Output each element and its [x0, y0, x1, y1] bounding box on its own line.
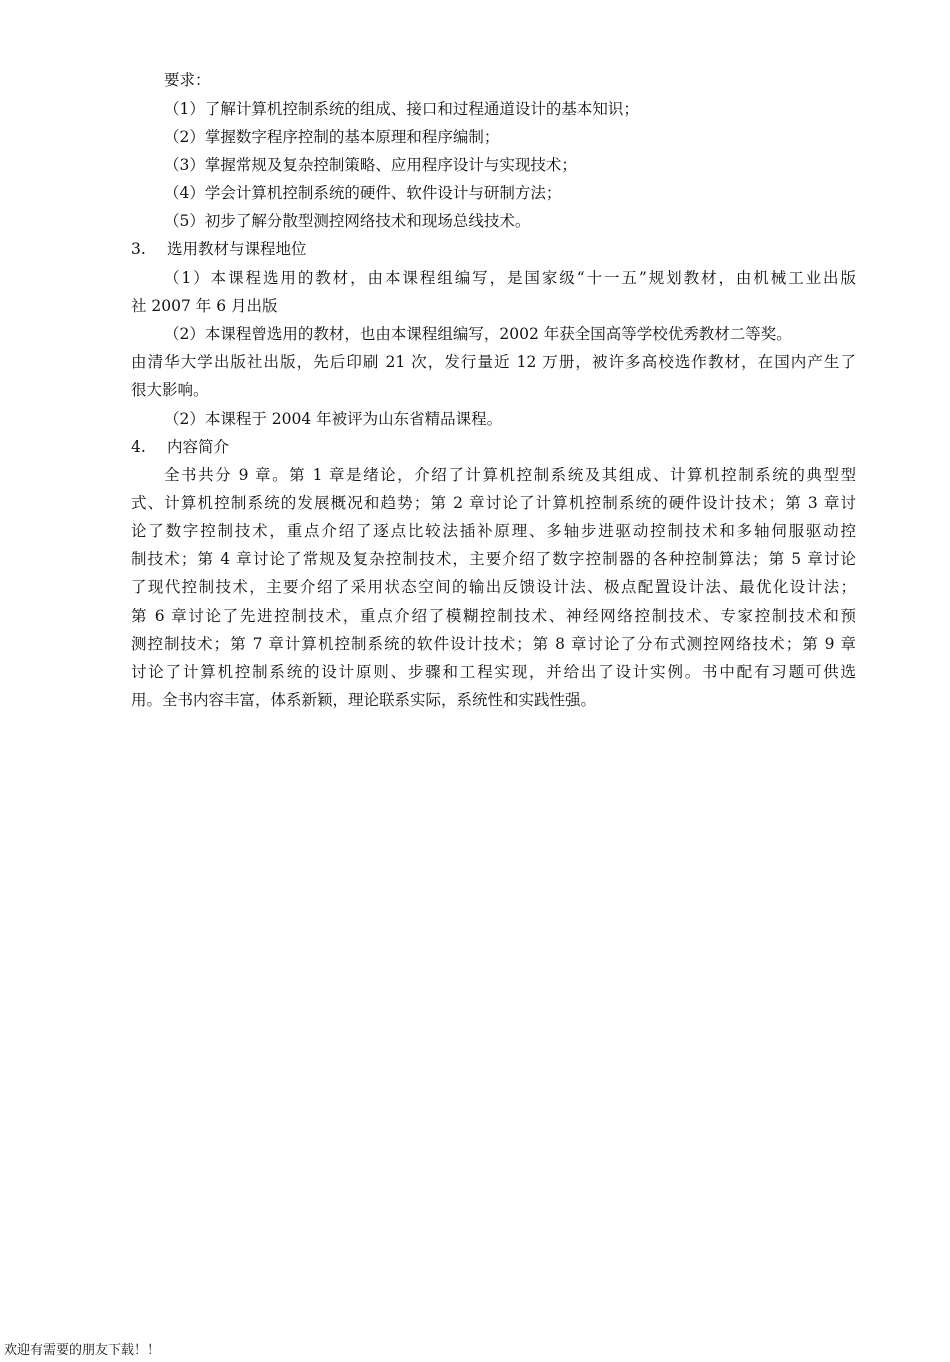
requirement-item-2: （2）掌握数字程序控制的基本原理和程序编制； [164, 128, 500, 146]
section-3-paragraph-2-line-1: （2）本课程曾选用的教材，也由本课程组编写，2002 年获全国高等学校优秀教材二等奖。 [164, 325, 792, 343]
section-3-paragraph-1-line-2: 社 2007 年 6 月出版 [131, 297, 278, 315]
section-4-line-1: 全书共分 9 章。第 1 章是绪论，介绍了计算机控制系统及其组成、计算机控制系统的典型型 [164, 466, 856, 484]
section-3-paragraph-2-line-2: 由清华大学出版社出版，先后印刷 21 次，发行量近 12 万册，被许多高校选作教材，在国内产生了 [131, 353, 856, 371]
requirements-heading: 要求： [164, 71, 211, 89]
requirement-item-4: （4）学会计算机控制系统的硬件、软件设计与研制方法； [164, 184, 562, 202]
section-4-line-3: 论了数字控制技术，重点介绍了逐点比较法插补原理、多轴步进驱动控制技术和多轴伺服驱动控 [131, 522, 856, 540]
section-3-paragraph-2-line-3: 很大影响。 [131, 381, 209, 399]
section-4-line-6: 第 6 章讨论了先进控制技术，重点介绍了模糊控制技术、神经网络控制技术、专家控制技术和预 [131, 607, 856, 625]
section-4-number: 4. [131, 438, 146, 456]
footer-note: 欢迎有需要的朋友下载！！ [4, 1343, 161, 1358]
section-4-line-8: 讨论了计算机控制系统的设计原则、步骤和工程实现，并给出了设计实例。书中配有习题可供选 [131, 663, 856, 681]
section-4-line-4: 制技术；第 4 章讨论了常规及复杂控制技术，主要介绍了数字控制器的各种控制算法；第 5 章讨论 [131, 550, 856, 568]
section-4-line-5: 了现代控制技术，主要介绍了采用状态空间的输出反馈设计法、极点配置设计法、最优化设计法； [131, 578, 856, 596]
section-4-title: 内容简介 [167, 438, 230, 456]
requirement-item-5: （5）初步了解分散型测控网络技术和现场总线技术。 [164, 212, 531, 230]
requirement-item-3: （3）掌握常规及复杂控制策略、应用程序设计与实现技术； [164, 156, 577, 174]
section-4-line-9: 用。全书内容丰富，体系新颖，理论联系实际，系统性和实践性强。 [131, 691, 597, 709]
section-4-line-2: 式、计算机控制系统的发展概况和趋势；第 2 章讨论了计算机控制系统的硬件设计技术；第 3 章讨 [131, 494, 856, 512]
section-3-paragraph-3-line-1: （2）本课程于 2004 年被评为山东省精品课程。 [164, 410, 503, 428]
requirement-item-1: （1）了解计算机控制系统的组成、接口和过程通道设计的基本知识； [164, 100, 639, 118]
section-3-number: 3. [131, 240, 146, 258]
section-3-title: 选用教材与课程地位 [167, 240, 307, 258]
section-3-paragraph-1-line-1: （1）本课程选用的教材，由本课程组编写，是国家级“十一五”规划教材，由机械工业出版 [164, 269, 856, 287]
section-4-line-7: 测控制技术；第 7 章计算机控制系统的软件设计技术；第 8 章讨论了分布式测控网络技术；第 9 章 [131, 635, 856, 653]
